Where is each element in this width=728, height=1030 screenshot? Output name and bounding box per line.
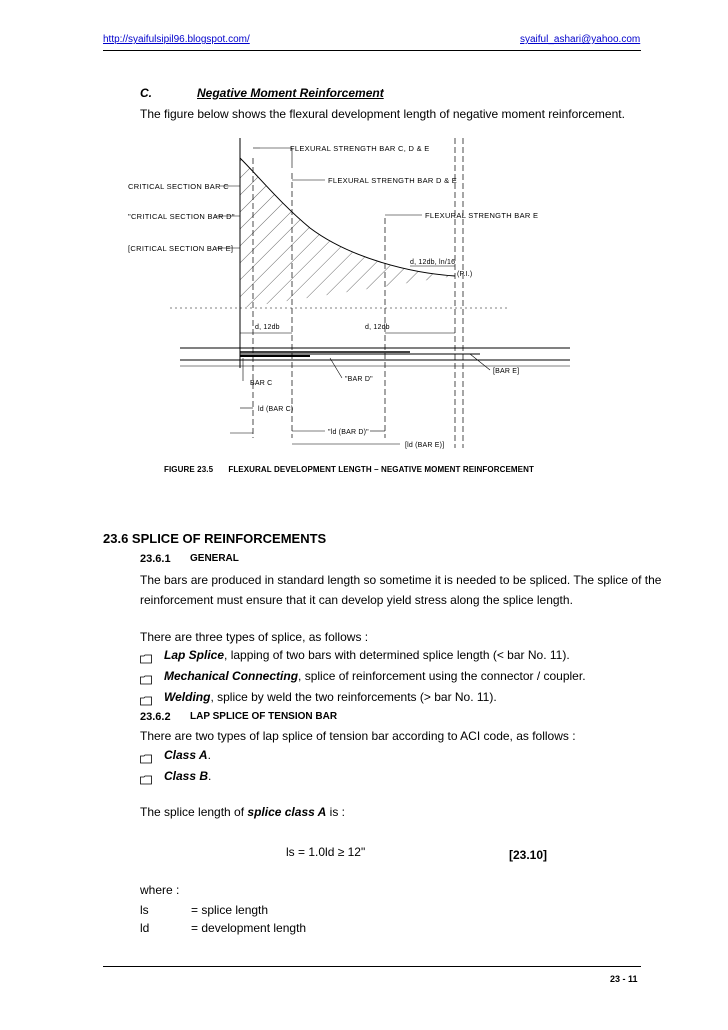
email-link[interactable]: syaiful_ashari@yahoo.com — [520, 34, 641, 45]
list-item-text: Lap Splice, lapping of two bars with determined splice length (< bar No. 11). — [164, 648, 570, 662]
label-flexural-cde: FLEXURAL STRENGTH BAR C, D & E — [290, 144, 430, 153]
list-item — [140, 651, 152, 669]
folder-icon — [140, 775, 152, 785]
section-c-intro: The figure below shows the flexural development length of negative moment reinforcement. — [140, 107, 625, 121]
splice-length-intro: The splice length of splice class A is : — [140, 805, 346, 819]
header-rule — [103, 50, 641, 51]
subsection-2361-title: GENERAL — [190, 553, 239, 564]
list-item-text: Mechanical Connecting, splice of reinforcement using the connector / coupler. — [164, 669, 586, 683]
label-bar-c: BAR C — [250, 380, 273, 387]
symbol-ld: ld — [140, 921, 150, 935]
list-item — [140, 672, 152, 690]
folder-icon — [140, 675, 152, 685]
label-d-12db-2: d, 12db — [365, 324, 390, 331]
label-critical-d: "CRITICAL SECTION BAR D" — [128, 212, 235, 221]
section-c-title: Negative Moment Reinforcement — [197, 86, 384, 100]
label-d-12db-ln16: d, 12db, ln/16 — [410, 259, 456, 266]
label-critical-c: CRITICAL SECTION BAR C — [128, 182, 229, 191]
splice-type-name: Lap Splice — [164, 648, 225, 662]
label-d-12db-1: d, 12db — [255, 324, 280, 331]
footer-rule — [103, 966, 641, 967]
label-flexural-e: FLEXURAL STRENGTH BAR E — [425, 211, 539, 220]
folder-icon — [140, 654, 152, 664]
figure-caption-text: FLEXURAL DEVELOPMENT LENGTH – NEGATIVE MOMENT REINFORCEMENT — [228, 465, 534, 474]
list-item-text: Class B. — [164, 769, 212, 783]
equation-number: [23.10] — [509, 848, 548, 862]
page-number: 23 - 11 — [610, 974, 638, 984]
section-236-title: 23.6 SPLICE OF REINFORCEMENTS — [103, 531, 327, 546]
figure-caption-number: FIGURE 23.5 — [164, 465, 214, 474]
where-label: where : — [140, 883, 180, 897]
list-item — [140, 751, 152, 769]
label-critical-e: [CRITICAL SECTION BAR E] — [128, 244, 234, 253]
folder-icon — [140, 754, 152, 764]
folder-icon — [140, 696, 152, 706]
subsection-2362-title: LAP SPLICE OF TENSION BAR — [190, 711, 338, 722]
figure-caption — [164, 465, 534, 474]
list-item-text: Welding, splice by weld the two reinforcements (> bar No. 11). — [164, 690, 497, 704]
splice-type-name: Welding — [164, 690, 211, 704]
section-c-letter: C. — [140, 86, 152, 100]
label-ld-c: ld (BAR C) — [258, 406, 294, 413]
list-item — [140, 772, 152, 790]
paragraph-line: The bars are produced in standard length so sometime it is needed to be spliced. The splice of the — [140, 573, 662, 587]
label-pi: (P.I.) — [457, 271, 473, 278]
subsection-2361-number: 23.6.1 — [140, 553, 171, 565]
paragraph-line: reinforcement must ensure that it can develop yield stress along the splice length. — [140, 593, 573, 607]
class-a-label: Class A — [164, 748, 208, 762]
equation-23-10: ls = 1.0ld ≥ 12" — [286, 845, 366, 859]
splice-types-intro: There are three types of splice, as follows : — [140, 630, 369, 644]
blog-link[interactable]: http://syaifulsipil96.blogspot.com/ — [103, 34, 250, 45]
subsection-2362-number: 23.6.2 — [140, 711, 171, 723]
lap-splice-intro: There are two types of lap splice of tension bar according to ACI code, as follows : — [140, 729, 576, 743]
symbol-ls: ls — [140, 903, 149, 917]
class-b-label: Class B — [164, 769, 209, 783]
label-flexural-de: FLEXURAL STRENGTH BAR D & E — [328, 176, 458, 185]
definition-ls: = splice length — [191, 903, 269, 917]
list-item-text: Class A. — [164, 748, 211, 762]
splice-type-name: Mechanical Connecting — [164, 669, 299, 683]
list-item — [140, 693, 152, 711]
label-bar-e: [BAR E] — [493, 368, 520, 375]
label-ld-e: [ld (BAR E)] — [405, 442, 445, 449]
label-ld-d: "ld (BAR D)" — [328, 429, 369, 436]
negative-moment-figure — [110, 138, 590, 458]
label-bar-d: "BAR D" — [345, 376, 373, 383]
definition-ld: = development length — [191, 921, 307, 935]
